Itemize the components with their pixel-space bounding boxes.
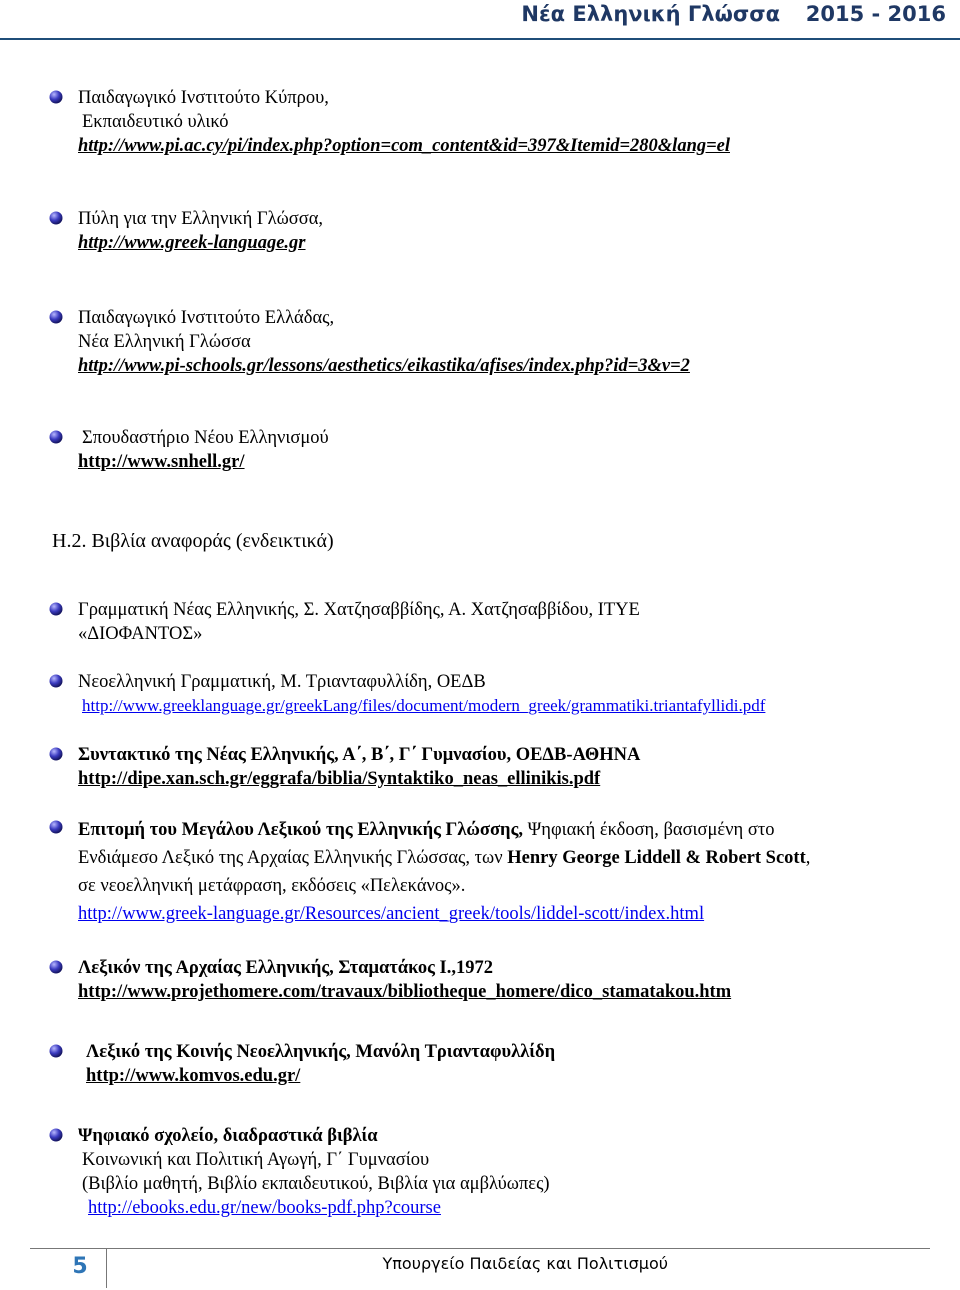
book-description: Ψηφιακή έκδοση, βασισμένη στο [523,820,775,840]
entry-title: Σπουδαστήριο Νέου Ελληνισμού [82,428,329,448]
list-item [48,86,730,158]
header-subject: Νέα Ελληνική Γλώσσα [521,2,780,26]
entry-link[interactable]: http://www.greek-language.gr [78,233,306,253]
bullet-icon [48,673,64,689]
entry-subtitle: Εκπαιδευτικό υλικό [82,112,229,132]
list-item [48,306,690,378]
book-title: Ψηφιακό σχολείο, διαδραστικά βιβλία [78,1126,378,1146]
bullet-icon [48,959,64,975]
entry-link[interactable]: http://www.pi.ac.cy/pi/index.php?option=com_content&id=397&Itemid=280&lang=el [78,136,730,156]
list-item [48,956,731,1004]
bullet-icon [48,1043,64,1059]
book-link[interactable]: http://www.greek-language.gr/Resources/ancient_greek/tools/liddel-scott/index.html [78,904,705,924]
book-description: Ενδιάμεσο Λεξικό της Αρχαίας Ελληνικής Γλώσσας, των [78,848,508,868]
list-item [48,670,765,718]
book-authors: Henry George Liddell & Robert Scott [507,848,806,868]
book-title: Επιτομή του Μεγάλου Λεξικού της Ελληνικής Γλώσσης, [78,820,523,840]
entry-title: Παιδαγωγικό Ινστιτούτο Κύπρου, [78,88,329,108]
footer-ministry: Υπουργείο Παιδείας και Πολιτισμού [382,1254,668,1273]
footer-divider [30,1248,930,1249]
section-title: Η.2. Βιβλία αναφοράς (ενδεικτικά) [52,530,334,552]
entry-link[interactable]: http://www.snhell.gr/ [78,452,245,472]
list-item [48,598,640,646]
bullet-icon [48,819,64,835]
list-item [48,816,810,928]
footer-divider-vertical [106,1248,107,1288]
book-note: (Βιβλίο μαθητή, Βιβλίο εκπαιδευτικού, Βιβλία για αμβλύωπες) [82,1174,550,1194]
list-item [48,1124,550,1220]
book-title: Λεξικό της Κοινής Νεοελληνικής, Μανόλη Τριανταφυλλίδη [86,1042,556,1062]
bullet-icon [48,1127,64,1143]
book-link[interactable]: http://dipe.xan.sch.gr/eggrafa/biblia/Syntaktiko_neas_ellinikis.pdf [78,769,601,789]
book-subtitle: Κοινωνική και Πολιτική Αγωγή, Γ΄ Γυμνασίου [82,1150,430,1170]
page-number: 5 [72,1254,88,1279]
book-publisher: «ΔΙΟΦΑΝΤΟΣ» [78,624,203,644]
book-description: σε νεοελληνική μετάφραση, εκδόσεις «Πελεκάνος». [78,876,466,896]
entry-title: Πύλη για την Ελληνική Γλώσσα, [78,209,324,229]
book-description: , [805,848,811,868]
bullet-icon [48,309,64,325]
book-link[interactable]: http://www.projethomere.com/travaux/bibliotheque_homere/dico_stamatakou.htm [78,982,732,1002]
list-item [48,1040,555,1088]
list-item [48,207,323,255]
entry-subtitle: Νέα Ελληνική Γλώσσα [78,332,251,352]
list-item [48,743,640,791]
bullet-icon [48,210,64,226]
book-title: Γραμματική Νέας Ελληνικής, Σ. Χατζησαββίδης, Α. Χατζησαββίδου, ΙΤΥΕ [78,600,640,620]
book-title: Συντακτικό της Νέας Ελληνικής, Α΄, Β΄, Γ΄ Γυμνασίου, ΟΕΔΒ-ΑΘΗΝΑ [78,745,641,765]
entry-title: Παιδαγωγικό Ινστιτούτο Ελλάδας, [78,308,335,328]
bullet-icon [48,89,64,105]
book-link[interactable]: http://www.komvos.edu.gr/ [86,1066,301,1086]
bullet-icon [48,601,64,617]
bullet-icon [48,429,64,445]
book-link[interactable]: http://www.greeklanguage.gr/greekLang/files/document/modern_greek/grammatiki.triantafyllidi.pdf [82,696,766,715]
header-year: 2015 - 2016 [805,2,946,26]
book-title: Λεξικόν της Αρχαίας Ελληνικής, Σταματάκος Ι.,1972 [78,958,494,978]
list-item [48,426,329,474]
entry-link[interactable]: http://www.pi-schools.gr/lessons/aesthetics/eikastika/afises/index.php?id=3&v=2 [78,356,690,376]
bullet-icon [48,746,64,762]
book-link[interactable]: http://ebooks.edu.gr/new/books-pdf.php?course [88,1198,441,1218]
book-title: Νεοελληνική Γραμματική, Μ. Τριανταφυλλίδη, ΟΕΔΒ [78,672,486,692]
page-header [0,0,960,40]
